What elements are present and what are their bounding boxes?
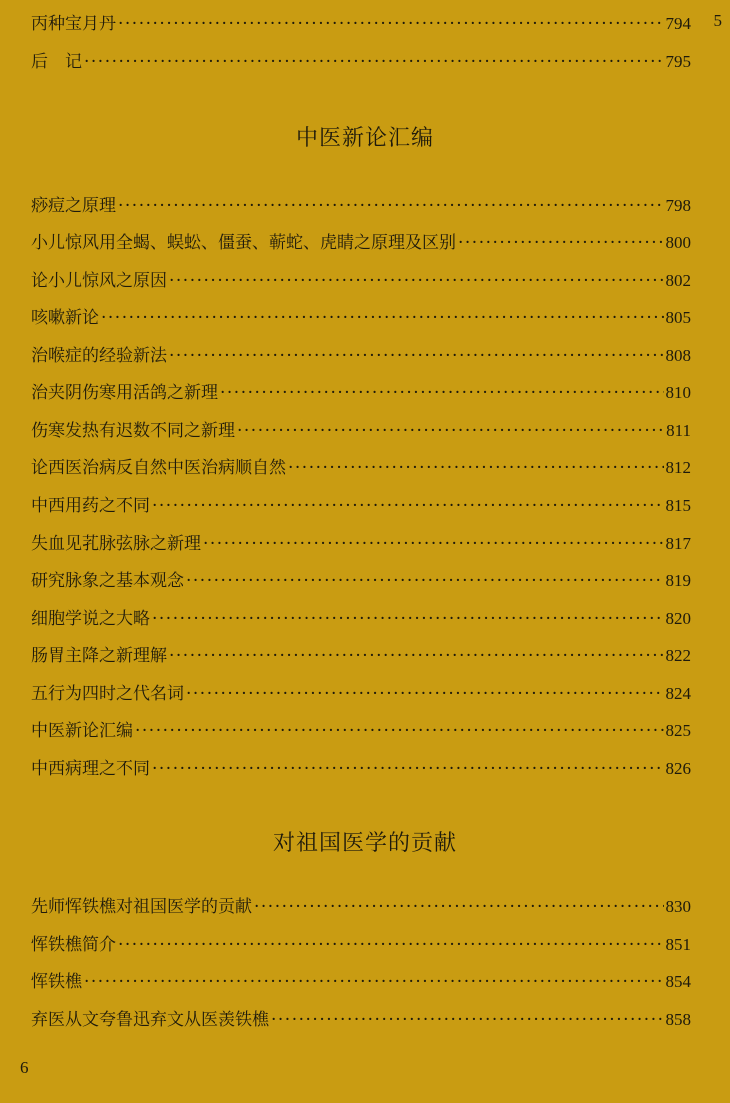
toc-entry[interactable] [31,568,691,594]
dot-leader [169,268,664,294]
toc-entry[interactable] [31,681,691,707]
toc-entry-title: 痧痘之原理 [31,196,116,216]
section-heading: 中医新论汇编 [295,126,434,151]
dot-leader [254,894,664,920]
toc-entry[interactable] [31,606,691,632]
toc-entry[interactable] [31,49,691,75]
dot-leader [220,380,664,406]
toc-entry-page: 805 [665,308,691,327]
toc-entry-page: 802 [665,271,691,290]
toc-entry-page: 794 [665,14,691,33]
toc-entry[interactable] [31,718,691,744]
dot-leader [135,718,664,744]
toc-entry-page: 830 [665,897,691,916]
toc-entry[interactable] [31,969,691,995]
toc-entry[interactable] [31,380,691,406]
toc-entry[interactable] [31,418,691,444]
toc-entry[interactable] [31,894,691,920]
toc-entry-title: 肠胃主降之新理解 [31,646,167,666]
toc-entry-title: 恽铁樵 [31,972,82,992]
dot-leader [169,643,664,669]
toc-entry-page: 825 [665,721,691,740]
dot-leader [203,531,664,557]
toc-entry[interactable] [31,305,691,331]
toc-entry[interactable] [31,493,691,519]
section-heading: 对祖国医学的贡献 [272,831,457,856]
toc-entry-page: 811 [666,421,691,440]
dot-leader [152,493,664,519]
toc-entry[interactable] [31,932,691,958]
dot-leader [84,969,664,995]
dot-leader [152,756,664,782]
toc-entry-page: 798 [665,196,691,215]
toc-entry-title: 伤寒发热有迟数不同之新理 [31,421,235,441]
dot-leader [271,1007,664,1033]
dot-leader [84,49,664,75]
toc-entry[interactable] [31,455,691,481]
toc-entry[interactable] [31,193,691,219]
toc-entry-page: 817 [665,534,691,553]
dot-leader [458,230,664,256]
toc-entry-page: 824 [665,684,691,703]
toc-entry-title: 研究脉象之基本观念 [31,571,184,591]
toc-entry-title: 先师恽铁樵对祖国医学的贡献 [31,897,252,917]
dot-leader [118,11,664,37]
toc-entry-page: 810 [665,383,691,402]
dot-leader [118,932,664,958]
toc-entry-page: 854 [665,972,691,991]
toc-entry-page: 826 [665,759,691,778]
toc-entry-page: 815 [665,496,691,515]
toc-entry-title: 后 记 [31,52,82,72]
toc-entry-title: 治喉症的经验新法 [31,346,167,366]
dot-leader [118,193,664,219]
toc-entry[interactable] [31,756,691,782]
toc-entry-title: 细胞学说之大略 [31,609,150,629]
toc-entry-title: 丙种宝月丹 [31,14,116,34]
toc-entry-page: 858 [665,1010,691,1029]
toc-entry-page: 808 [665,346,691,365]
dot-leader [101,305,664,331]
toc-entry-title: 论西医治病反自然中医治病顺自然 [31,458,286,478]
dot-leader [237,418,664,444]
toc-entry-title: 弃医从文夸鲁迅弃文从医羡铁樵 [31,1010,269,1030]
toc-entry-page: 820 [665,609,691,628]
toc-entry-title: 中医新论汇编 [31,721,133,741]
toc-entry-page: 795 [665,52,691,71]
toc-entry-page: 851 [665,935,691,954]
toc-entry[interactable] [31,268,691,294]
toc-entry-page: 819 [665,571,691,590]
dot-leader [186,681,664,707]
toc-entry-title: 五行为四时之代名词 [31,684,184,704]
toc-entry[interactable] [31,230,691,256]
dot-leader [288,455,664,481]
toc-entry-page: 812 [665,458,691,477]
toc-entry-page: 822 [665,646,691,665]
toc-entry[interactable] [31,531,691,557]
toc-entry[interactable] [31,11,691,37]
toc-entry-title: 论小儿惊风之原因 [31,271,167,291]
dot-leader [152,606,664,632]
toc-entry-title: 失血见芤脉弦脉之新理 [31,534,201,554]
toc-entry-title: 小儿惊风用全蝎、蜈蚣、僵蚕、蕲蛇、虎睛之原理及区别 [31,233,456,253]
toc-entry[interactable] [31,643,691,669]
page-footer-number: 6 [20,1058,29,1077]
toc-entry-title: 治夹阴伤寒用活鸽之新理 [31,383,218,403]
toc-entry-title: 中西病理之不同 [31,759,150,779]
toc-entry-title: 中西用药之不同 [31,496,150,516]
toc-entry-page: 800 [665,233,691,252]
toc-entry-title: 恽铁樵简介 [31,935,116,955]
dot-leader [169,343,664,369]
dot-leader [186,568,664,594]
toc-entry[interactable] [31,1007,691,1033]
toc-entry-title: 咳嗽新论 [31,308,99,328]
toc-entry[interactable] [31,343,691,369]
page-corner-number: 5 [713,11,722,30]
